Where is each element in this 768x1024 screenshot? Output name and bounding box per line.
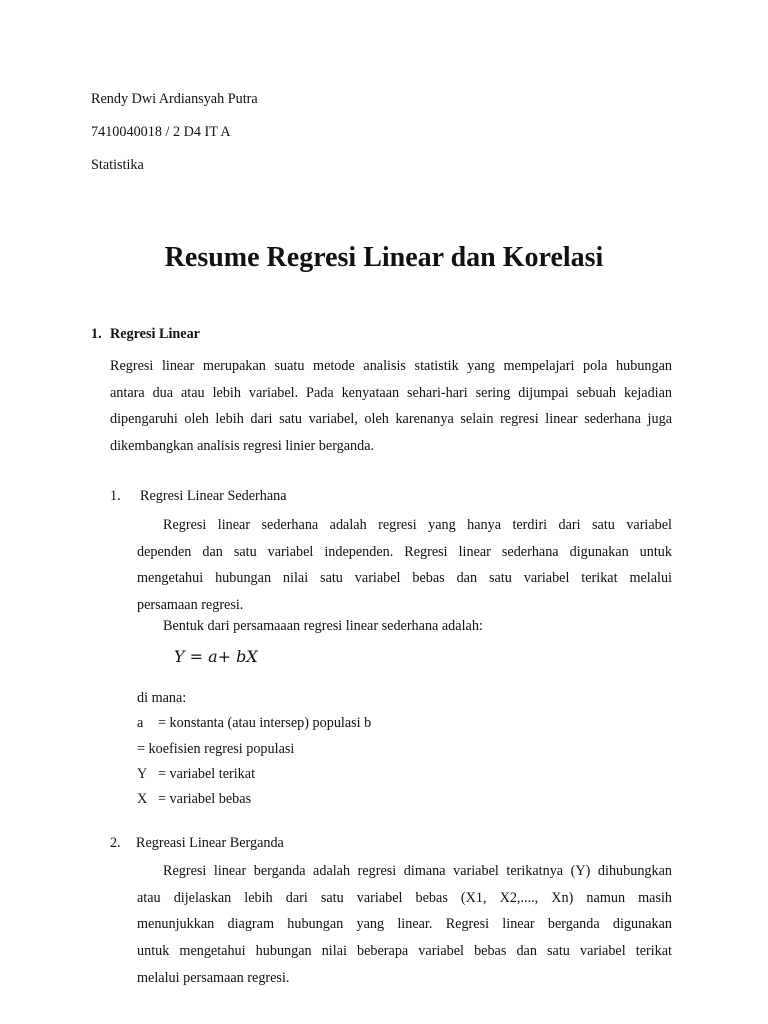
paragraph-line: Regresi linear sederhana adalah regresi yang hanya terdiri dari satu variabel — [163, 517, 672, 533]
paragraph-line: dipengaruhi oleh lebih dari satu variabel, oleh karenanya selain regresi linear sederhana juga — [110, 411, 672, 428]
definition-item — [137, 766, 255, 783]
paragraph-line: melalui persamaan regresi. — [137, 969, 290, 986]
paragraph-line: Regresi linear berganda adalah regresi dimana variabel terikatnya (Y) dihubungkan — [163, 863, 672, 879]
definition-text: = konstanta (atau intersep) populasi b — [158, 715, 372, 731]
section-number: 1. — [91, 326, 102, 342]
definition-text: = variabel bebas — [158, 791, 252, 807]
course-subject: Statistika — [91, 157, 144, 173]
paragraph-line: mengetahui hubungan nilai satu variabel bebas dan satu variabel terikat melalui — [137, 570, 672, 587]
subsection-number: 1. — [110, 488, 121, 504]
definition-item — [137, 791, 251, 808]
subsection-title: Regreasi Linear Berganda — [136, 835, 284, 851]
paragraph-line: untuk mengetahui hubungan nilai beberapa variabel bebas dan satu variabel terikat — [137, 943, 672, 960]
subsection-paragraph — [137, 858, 672, 991]
student-id-class: 7410040018 / 2 D4 IT A — [91, 124, 231, 140]
definition-text: = variabel terikat — [158, 766, 256, 782]
paragraph-line: persamaan regresi. — [137, 597, 244, 614]
section-title: Regresi Linear — [110, 326, 200, 342]
definition-symbol: X — [137, 791, 148, 807]
subsection-paragraph — [137, 512, 672, 619]
definition-item — [137, 715, 371, 732]
section-heading — [91, 326, 200, 343]
definition-symbol: a — [137, 715, 144, 731]
paragraph-line: antara dua atau lebih variabel. Pada kenyataan sehari-hari sering dijumpai sebuah kejadian — [110, 384, 672, 401]
where-label: di mana: — [137, 690, 187, 706]
definition-text: = koefisien regresi populasi — [137, 741, 295, 757]
subsection-heading — [110, 835, 284, 852]
paragraph-line: dikembangkan analisis regresi linier berganda. — [110, 438, 375, 455]
paragraph-line: atau dijelaskan lebih dari satu variabel bebas (X1, X2,...., Xn) namun masih — [137, 889, 672, 906]
section-paragraph — [110, 353, 672, 460]
paragraph-line: Regresi linear merupakan suatu metode analisis statistik yang mempelajari pola hubungan — [110, 358, 672, 374]
definition-symbol: Y — [137, 766, 148, 782]
paragraph-line: dependen dan satu variabel independen. Regresi linear sederhana digunakan untuk — [137, 543, 672, 560]
subsection-title: Regresi Linear Sederhana — [140, 488, 287, 504]
document-title: Resume Regresi Linear dan Korelasi — [164, 242, 604, 273]
regression-formula: Y = a+ bX — [174, 647, 258, 666]
subsection-heading — [110, 488, 287, 505]
formula-intro: Bentuk dari persamaaan regresi linear sederhana adalah: — [163, 618, 483, 634]
definition-item — [137, 741, 294, 758]
subsection-number: 2. — [110, 835, 121, 851]
paragraph-line: menunjukkan diagram hubungan yang linear. Regresi linear berganda digunakan — [137, 916, 672, 933]
author-name: Rendy Dwi Ardiansyah Putra — [91, 91, 258, 107]
